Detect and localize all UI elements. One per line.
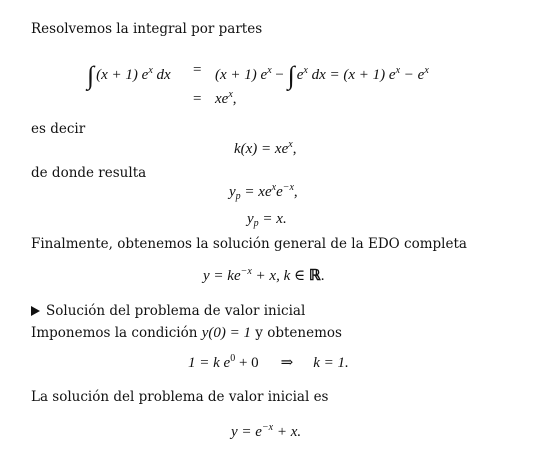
imponemos-text: Imponemos la condición y(0) = 1 y obtenemos: [31, 325, 342, 341]
eq2-equals: =: [193, 91, 202, 107]
triangle-bullet-icon: [31, 306, 40, 316]
implies-arrow-icon: ⇒: [280, 355, 294, 371]
eq2-rhs: $xe^x$,: [215, 89, 237, 107]
intro-text: Resolvemos la integral por partes: [31, 21, 263, 37]
solucion-text: La solución del problema de valor inicial es: [31, 389, 329, 405]
de-donde-text: de donde resulta: [31, 165, 147, 181]
eq-yp1: $y_p = xe^xe^{-x}$,: [229, 182, 298, 202]
integral-sign-icon: ∫: [87, 61, 95, 90]
section-title: Solución del problema de valor inicial: [31, 305, 305, 319]
eq-cond: 1 = k $e^0 + 0$ ⇒ k = 1.: [188, 353, 349, 371]
eq-final: $y = e^{-x} + x$.: [231, 422, 302, 440]
integral-lhs: ∫ (x + 1) $e^x$ dx: [87, 61, 171, 90]
integral-rhs: (x + 1) $e^x$ − ∫ $e^x$ dx = (x + 1) $e^x - e^x$: [215, 61, 429, 90]
finalmente-text: Finalmente, obtenemos la solución general de la EDO completa: [31, 236, 467, 252]
integral-sign-icon: ∫: [287, 61, 295, 90]
eq1-equals: =: [193, 62, 202, 78]
eq-general: $y = ke^{-x} + x$, k ∈ ℝ.: [203, 266, 325, 284]
eq-yp2: $y_p = x$.: [247, 211, 287, 229]
eq-k: $k(x) = xe^x$,: [234, 139, 297, 157]
es-decir-text: es decir: [31, 121, 86, 137]
